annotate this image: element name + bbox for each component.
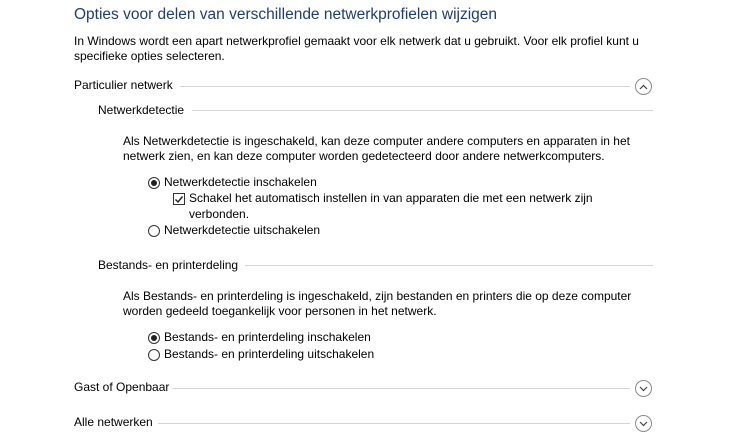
discovery-off-radio[interactable] [148,225,160,237]
page-intro: In Windows wordt een apart netwerkprofiel gemaakt voor elk netwerk dat u gebruikt. Voor elk profiel kunt u specifieke opties selecteren. [74,34,639,63]
discovery-divider [192,110,653,111]
sharing-off-radio[interactable] [148,349,160,361]
sharing-heading: Bestands- en printerdeling [98,258,239,272]
section-guest-divider [172,388,630,389]
auto-setup-label-1[interactable]: Schakel het automatisch instellen in van apparaten die met een netwerk zijn [189,191,593,205]
sharing-description: Als Bestands- en printerdeling is ingeschakeld, zijn bestanden en printers die op deze computer worden gedeeld toegankelijk voor personen in het netwerk. [123,289,632,318]
section-all-divider [158,423,630,424]
discovery-heading: Netwerkdetectie [98,103,185,117]
section-guest-label[interactable]: Gast of Openbaar [74,380,170,394]
expand-all-button[interactable] [635,415,652,432]
sharing-on-radio[interactable] [148,332,160,344]
section-all-label[interactable]: Alle netwerken [74,415,153,429]
expand-guest-button[interactable] [635,380,652,397]
chevron-down-icon [639,386,648,392]
auto-setup-label-2[interactable]: verbonden. [189,207,250,221]
sharing-divider [245,265,653,266]
chevron-up-icon [639,84,648,90]
sharing-off-label[interactable]: Bestands- en printerdeling uitschakelen [164,347,375,361]
discovery-description: Als Netwerkdetectie is ingeschakeld, kan deze computer andere computers en apparaten in het netwerk zien, en kan deze computer worden gedetecteerd door andere netwerkcomputers. [123,134,630,163]
discovery-on-label[interactable]: Netwerkdetectie inschakelen [164,175,317,189]
discovery-off-label[interactable]: Netwerkdetectie uitschakelen [164,223,321,237]
section-private-divider [180,86,630,87]
auto-setup-checkbox[interactable] [173,193,185,205]
discovery-on-radio[interactable] [148,177,160,189]
checkmark-icon [174,195,184,204]
chevron-down-icon [639,421,648,427]
section-private-label[interactable]: Particulier netwerk [74,78,173,92]
page-title: Opties voor delen van verschillende netwerkprofielen wijzigen [74,6,498,23]
collapse-private-button[interactable] [635,78,652,95]
sharing-on-label[interactable]: Bestands- en printerdeling inschakelen [164,330,371,344]
